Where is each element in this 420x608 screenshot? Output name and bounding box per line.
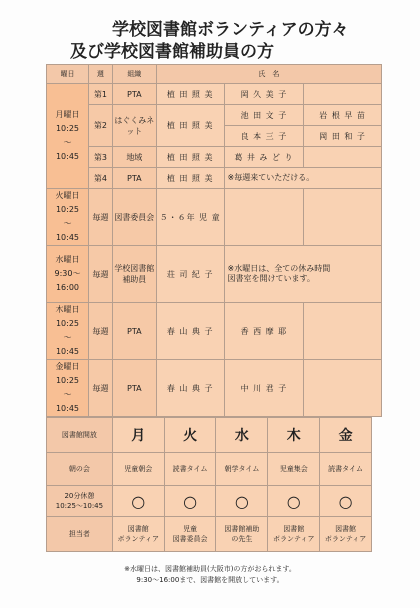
label-library-open: 図書館開放	[47, 418, 113, 453]
meeting-cell: 読書タイム	[320, 453, 372, 486]
table-row	[47, 303, 382, 360]
label-break: 20分休憩 10:25〜10:45	[47, 486, 113, 517]
table-row	[47, 168, 382, 189]
group-cell: 学校図書館補助員	[112, 246, 156, 303]
table-row	[47, 517, 372, 552]
footnote-1: ※水曜日は、図書館補助員(大阪市)の方がおられます。	[124, 565, 296, 573]
name-cell: 植 田 照 美	[156, 168, 224, 189]
header-day: 曜日	[47, 65, 89, 84]
header-group: 組織	[112, 65, 156, 84]
day-header: 金	[320, 418, 372, 453]
label-morning-meeting: 朝の会	[47, 453, 113, 486]
volunteer-schedule-table	[46, 64, 382, 417]
name-cell	[304, 303, 382, 360]
day-wednesday: 水曜日 9:30〜 16:00	[47, 246, 89, 303]
header-row	[47, 65, 382, 84]
circle-mark: ○	[164, 486, 216, 517]
meeting-cell: 児童朝会	[112, 453, 164, 486]
day-thursday: 木曜日 10:25 〜 10:45	[47, 303, 89, 360]
day-header: 火	[164, 418, 216, 453]
table-row	[47, 360, 382, 417]
week-cell: 毎週	[88, 360, 112, 417]
day-friday: 金曜日 10:25 〜 10:45	[47, 360, 89, 417]
table-row	[47, 189, 382, 246]
circle-mark: ○	[268, 486, 320, 517]
day-tuesday: 火曜日 10:25 〜 10:45	[47, 189, 89, 246]
circle-mark: ○	[216, 486, 268, 517]
table-row	[47, 147, 382, 168]
group-cell: 地域	[112, 147, 156, 168]
name-cell	[304, 189, 382, 246]
day-header: 月	[112, 418, 164, 453]
name-cell: 荘 司 紀 子	[156, 246, 224, 303]
title-line-2: 及び学校図書館補助員の方	[70, 42, 274, 62]
name-cell	[304, 147, 382, 168]
name-cell	[304, 84, 382, 105]
title-line-1: 学校図書館ボランティアの方々	[112, 20, 349, 40]
day-monday: 月曜日 10:25 〜 10:45	[47, 84, 89, 189]
staff-cell: 児童 図書委員会	[164, 517, 216, 552]
week-cell: 第2	[88, 105, 112, 147]
week-cell: 毎週	[88, 246, 112, 303]
meeting-cell: 朝学タイム	[216, 453, 268, 486]
table-row	[47, 418, 372, 453]
day-header: 水	[216, 418, 268, 453]
name-cell: 植 田 照 美	[156, 147, 224, 168]
name-cell: 春 山 典 子	[156, 360, 224, 417]
note-cell: ※毎週来ていただける。	[224, 168, 381, 189]
name-cell: 植 田 照 美	[156, 105, 224, 147]
table-row	[47, 105, 382, 126]
name-cell: 香 西 摩 耶	[224, 303, 304, 360]
staff-cell: 図書館 ボランティア	[112, 517, 164, 552]
table-row	[47, 246, 382, 303]
name-cell	[224, 189, 304, 246]
name-cell: 植 田 照 美	[156, 84, 224, 105]
group-cell: はぐくみネット	[112, 105, 156, 147]
name-cell: 葛 井 み ど り	[224, 147, 304, 168]
note-cell: ※水曜日は、全ての休み時間 図書室を開けています。	[224, 246, 381, 303]
staff-cell: 図書館 ボランティア	[268, 517, 320, 552]
name-cell: 春 山 典 子	[156, 303, 224, 360]
footnote-2: 9:30〜16:00まで、図書館を開放しています。	[136, 576, 284, 584]
week-cell: 第1	[88, 84, 112, 105]
name-cell: 中 川 君 子	[224, 360, 304, 417]
name-cell: 岩 根 早 苗	[304, 105, 382, 126]
week-cell: 第4	[88, 168, 112, 189]
group-cell: PTA	[112, 84, 156, 105]
staff-cell: 図書館補助 の先生	[216, 517, 268, 552]
day-header: 木	[268, 418, 320, 453]
circle-mark: ○	[112, 486, 164, 517]
group-cell: 図書委員会	[112, 189, 156, 246]
name-cell: 岡 久 美 子	[224, 84, 304, 105]
week-cell: 毎週	[88, 189, 112, 246]
week-cell: 毎週	[88, 303, 112, 360]
name-cell	[304, 360, 382, 417]
group-cell: PTA	[112, 303, 156, 360]
name-cell: ５・６年 児 童	[156, 189, 224, 246]
library-open-table	[46, 417, 372, 552]
meeting-cell: 児童集会	[268, 453, 320, 486]
label-staff: 担当者	[47, 517, 113, 552]
header-name: 氏 名	[156, 65, 381, 84]
table-row	[47, 453, 372, 486]
name-cell: 岡 田 和 子	[304, 126, 382, 147]
meeting-cell: 読書タイム	[164, 453, 216, 486]
group-cell: PTA	[112, 168, 156, 189]
circle-mark: ○	[320, 486, 372, 517]
staff-cell: 図書館 ボランティア	[320, 517, 372, 552]
header-week: 週	[88, 65, 112, 84]
table-row	[47, 486, 372, 517]
group-cell: PTA	[112, 360, 156, 417]
week-cell: 第3	[88, 147, 112, 168]
name-cell: 良 本 三 子	[224, 126, 304, 147]
table-row	[47, 84, 382, 105]
name-cell: 池 田 文 子	[224, 105, 304, 126]
